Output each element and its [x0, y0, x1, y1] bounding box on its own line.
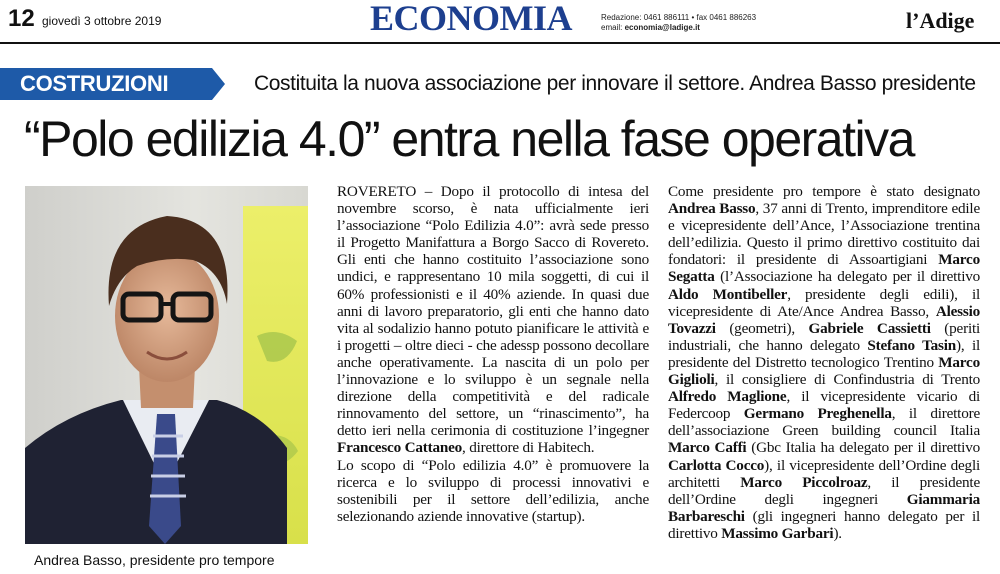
name-cocco: Carlotta Cocco — [668, 456, 765, 474]
contact-email-label: email: — [601, 23, 623, 32]
name-basso: Andrea Basso — [668, 200, 756, 218]
name-garbari: Massimo Garbari — [721, 524, 834, 542]
contacts-block — [601, 13, 756, 33]
photo-caption: Andrea Basso, presidente pro tempore — [34, 552, 275, 568]
newspaper-logo: l’Adige — [906, 8, 975, 33]
name-tasin: Stefano Tasin — [867, 336, 957, 354]
contact-phone-fax: Redazione: 0461 886111 • fax 0461 886263 — [601, 13, 757, 22]
article-column-1 — [337, 183, 649, 525]
page-number: 12 — [8, 5, 35, 32]
text-run: (Gbc Italia ha delegato per il direttivo — [746, 439, 980, 457]
contact-email[interactable]: economia@ladige.it — [624, 23, 700, 32]
text-run: , il direttore dell’associazione Green building council Italia — [668, 405, 980, 440]
name-cassietti: Gabriele Cassietti — [808, 319, 931, 337]
text-run: , il presidente dell’Ordine degli ingegneri — [668, 473, 980, 508]
contact-email-row — [601, 23, 756, 33]
text-run: , 37 anni di Trento, imprenditore edile e vicepresidente dell’Ance, l’Associazione trentina dell’edilizia. Questo il primo direttivo costituito dai fondatori: il presidente di Assoartigiani — [668, 200, 980, 269]
kicker-label: COSTRUZIONI — [20, 71, 169, 96]
subheadline: Costituita la nuova associazione per innovare il settore. Andrea Basso presidente — [254, 72, 976, 95]
text-run: ), il vicepresidente dell’Ordine degli architetti — [668, 456, 980, 491]
section-title: ECONOMIA — [370, 0, 572, 38]
headline: “Polo edilizia 4.0” entra nella fase operativa — [24, 111, 914, 167]
name-cattaneo: Francesco Cattaneo — [337, 439, 463, 457]
text-run: Come presidente pro tempore è stato designato — [668, 183, 980, 200]
portrait-photo — [25, 186, 308, 544]
text-run: (gli ingegneri hanno delegato per il direttivo — [668, 507, 980, 542]
text-run: , il consigliere di Confindustria di Trento — [714, 371, 980, 389]
paragraph-1-text: ROVERETO – Dopo il protocollo di intesa del novembre scorso, è nata ufficialmente ieri l’associazione “Polo Edilizia 4.0”: avrà sede presso il Progetto Manifattura a Borgo Sacco di Rovereto. Gli enti che hanno costituito l’associazione sono undici, e rappresentano 10 mila soggetti, di cui il 60% professionisti e il 40% aziende. In quasi due anni di lavoro preparatorio, gli enti che hanno dato vita al sodalizio hanno potuto pianificare le attività e i progetti – oltre dieci - che adessp possono decollare anche operativamente. La nascita di un polo per l’innovazione e lo sviluppo è un segnale nella direzione della competitività e del radicale rinnovamento del settore, un “rinascimento”, ha detto ieri nella cerimonia di costituzione l’ingegner — [337, 183, 649, 440]
paragraph-1 — [337, 183, 649, 457]
text-run: (geometri), — [715, 319, 809, 337]
name-montibeller: Aldo Montibeller — [668, 285, 788, 303]
text-run: , presidente degli edili), il vicepresidente di Ate/Ance Andrea Basso, — [668, 285, 980, 320]
text-run: (l’Associazione ha delegato per il direttivo — [714, 268, 980, 286]
name-caffi: Marco Caffi — [668, 439, 747, 457]
name-preghenella: Germano Preghenella — [743, 405, 892, 423]
issue-date: giovedì 3 ottobre 2019 — [42, 14, 162, 28]
name-maglione: Alfredo Maglione — [668, 388, 787, 406]
paragraph-3 — [668, 183, 980, 542]
text-run: , il vicepresidente vicario di Federcoop — [668, 388, 980, 423]
name-tovazzi: Alessio Tovazzi — [668, 302, 980, 337]
text-run: (periti industriali, che hanno delegato — [668, 319, 981, 354]
paragraph-2: Lo scopo di “Polo edilizia 4.0” è promuovere la ricerca e lo sviluppo di processi innovativi e sostenibili per il settore dell’edilizia, anche selezionando aziende innovative (startup). — [337, 456, 649, 525]
text-run: ), il presidente del Distretto tecnologico Trentino — [668, 336, 980, 371]
name-segatta: Marco Segatta — [668, 251, 980, 286]
header-divider — [0, 42, 1000, 44]
name-giglioli: Marco Giglioli — [668, 353, 980, 389]
name-barbareschi: Giammaria Barbareschi — [668, 490, 980, 525]
article-column-2 — [668, 183, 980, 542]
name-piccolroaz: Marco Piccolroaz — [740, 473, 868, 491]
text-run: ). — [833, 524, 842, 542]
paragraph-1-end: , direttore di Habitech. — [462, 439, 595, 457]
